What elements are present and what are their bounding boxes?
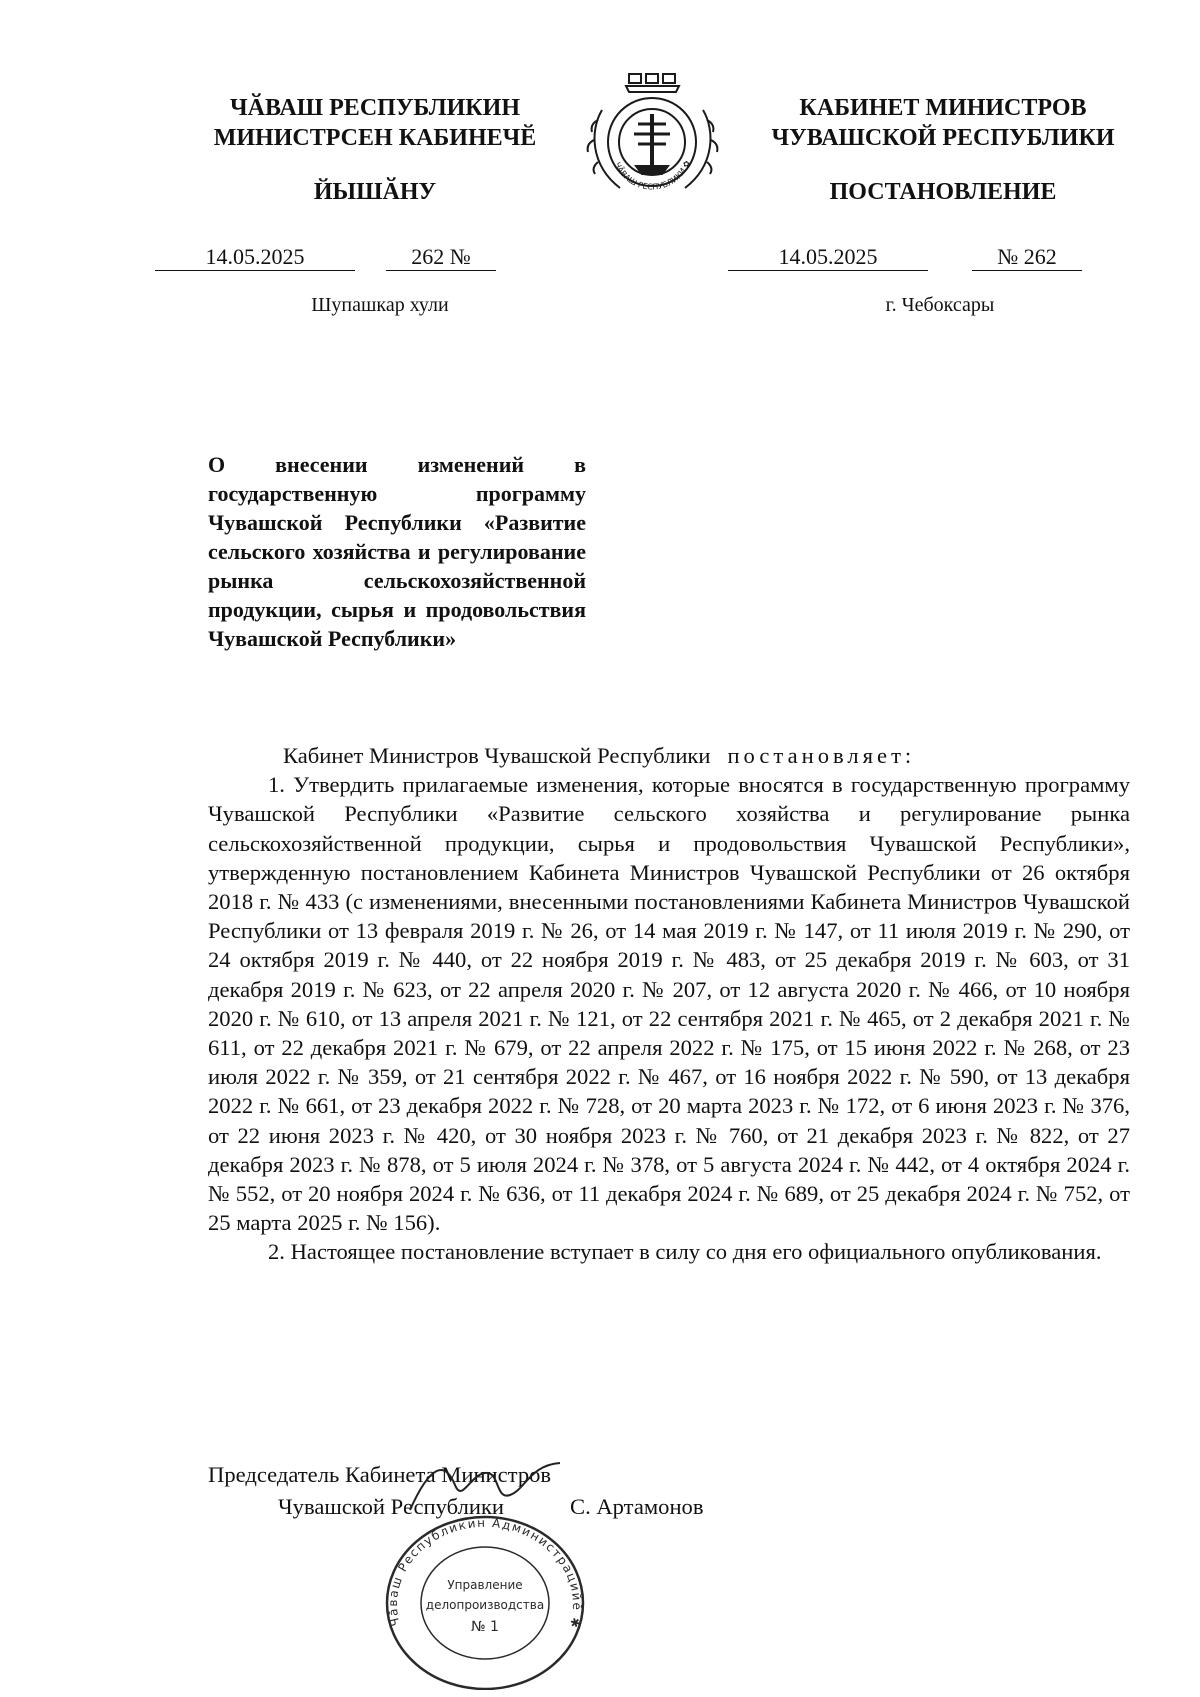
document-subject: О внесении изменений в государственную программу Чувашской Республики «Развитие сельского хозяйства и регулирование рынка сельскохозяйственной продукции, сырья и продовольствия Чувашской Республики» xyxy=(208,452,586,651)
official-stamp xyxy=(380,1505,590,1690)
signature-title-line2: Чувашской Республики xyxy=(278,1494,505,1519)
document-body xyxy=(208,741,1130,1267)
header-right-line2: ЧУВАШСКОЙ РЕСПУБЛИКИ xyxy=(771,125,1115,151)
header-left-line2: МИНИСТРСЕН КАБИНЕЧӖ xyxy=(213,125,537,151)
header-right-city: г. Чебоксары xyxy=(885,294,995,316)
header-right-doc-type: ПОСТАНОВЛЕНИЕ xyxy=(829,179,1057,205)
header-left-city: Шупашкар хули xyxy=(311,294,449,316)
intro-keyword: постановляет: xyxy=(727,743,916,768)
stamp-outer-text: Чӑваш Республикин Администрацийӗ ✱ xyxy=(385,1515,585,1631)
stamp-inner-line2: делопроизводства xyxy=(425,1598,545,1612)
paragraph-2: 2. Настоящее постановление вступает в силу со дня его официального опубликования. xyxy=(268,1239,1102,1265)
coat-of-arms-emblem xyxy=(580,70,725,205)
signature-title-line1: Председатель Кабинета Министров xyxy=(208,1462,552,1487)
header-left-date-underline xyxy=(155,270,355,271)
header-right-title xyxy=(738,93,1148,153)
header-left-title xyxy=(165,93,585,153)
svg-text:ЧӐВАШ РЕСПУБЛИКИ ✿ ЧУВАШСКАЯ Р xyxy=(580,70,692,192)
header-left-number: 262 № xyxy=(411,244,471,269)
paragraph-1: 1. Утвердить прилагаемые изменения, которые вносятся в государственную программу Чувашской Республики «Развитие сельского хозяйства и регулирование рынка сельскохозяйственной продукции, сырья и продовольствия Чувашской Республики», утвержденную постановлением Кабинета Министров Чувашской Республики от 26 октября 2018 г. № 433 (с изменениями, внесенными постановлениями Кабинета Министров Чувашской Республики от 13 февраля 2019 г. № 26, от 14 мая 2019 г. № 147, от 11 июля 2019 г. № 290, от 24 октября 2019 г. № 440, от 22 ноября 2019 г. № 483, от 25 декабря 2019 г. № 603, от 31 декабря 2019 г. № 623, от 22 апреля 2020 г. № 207, от 12 августа 2020 г. № 466, от 10 ноября 2020 г. № 610, от 13 апреля 2021 г. № 121, от 22 сентября 2021 г. № 465, от 2 декабря 2021 г. № 611, от 22 декабря 2021 г. № 679, от 22 апреля 2022 г. № 175, от 15 июня 2022 г. № 268, от 23 июля 2022 г. № 359, от 21 сентября 2022 г. № 467, от 16 ноября 2022 г. № 590, от 13 декабря 2022 г. № 661, от 23 декабря 2022 г. № 728, от 20 марта 2023 г. № 172, от 6 июня 2023 г. № 376, от 22 июня 2023 г. № 420, от 30 ноября 2023 г. № 760, от 21 декабря 2023 г. № 822, от 27 декабря 2023 г. № 878, от 5 июля 2024 г. № 378, от 5 августа 2024 г. № 442, от 4 октября 2024 г. № 552, от 20 ноября 2024 г. № 636, от 11 декабря 2024 г. № 689, от 25 декабря 2024 г. № 752, от 25 марта 2025 г. № 156). xyxy=(208,772,1130,1236)
emblem-ribbon-text: ЧӐВАШ РЕСПУБЛИКИ ✿ xyxy=(612,159,693,192)
intro-paragraph xyxy=(208,741,1130,770)
header-right-line1: КАБИНЕТ МИНИСТРОВ xyxy=(799,95,1087,121)
header-right-date: 14.05.2025 xyxy=(778,244,878,269)
header-right-number-underline xyxy=(972,270,1082,271)
header-right-date-underline xyxy=(728,270,928,271)
intro-prefix: Кабинет Министров Чувашской Республики xyxy=(283,743,711,768)
header-left-doc-type: ЙЫШӐНУ xyxy=(313,179,437,205)
header-left-date: 14.05.2025 xyxy=(205,244,305,269)
header-right-number: № 262 xyxy=(997,244,1057,269)
signature-name: С. Артамонов xyxy=(570,1494,704,1519)
header-left-line1: ЧӐВАШ РЕСПУБЛИКИН xyxy=(230,95,520,121)
header-left-number-underline xyxy=(386,270,496,271)
stamp-inner-line3: № 1 xyxy=(471,1619,499,1635)
stamp-inner-line1: Управление xyxy=(447,1578,523,1592)
